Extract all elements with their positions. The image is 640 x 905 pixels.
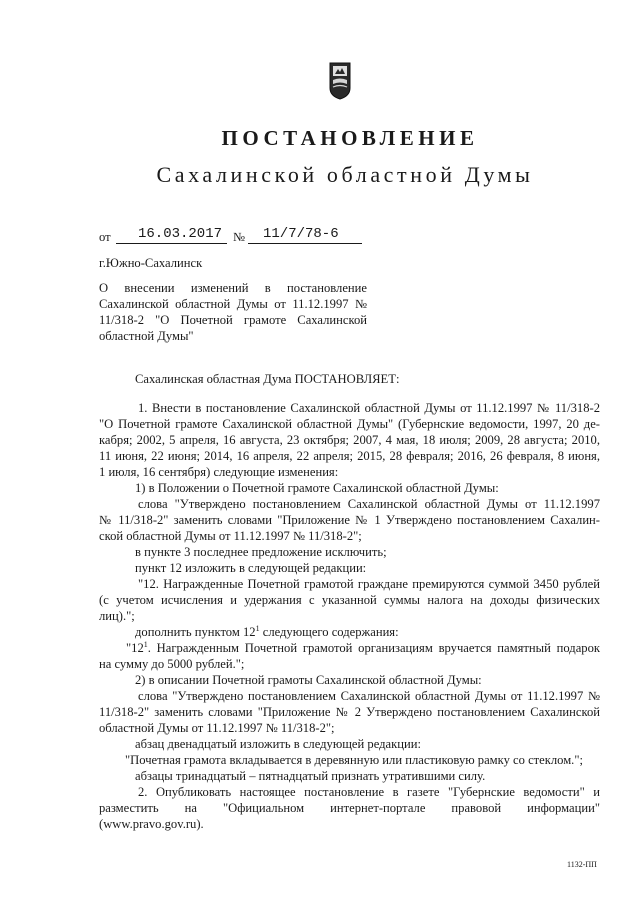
point-12-1-instruction — [135, 624, 399, 640]
quote-line: "12. Награжденные Почетной грамотой граждане премируются суммой 3450 рублей — [138, 577, 600, 591]
paragraph-line: "О Почетной грамоте Сахалинской областной Думы" (Губернские ведомости, 1997, 20 де- — [99, 417, 600, 431]
document-code: 1132-ПП — [567, 860, 597, 869]
document-number: 11/7/78-6 — [263, 226, 339, 242]
quote-line: лиц)."; — [99, 609, 135, 623]
paragraph-line: разместить на "Официальном интернет-портале правовой информации" — [99, 801, 600, 815]
document-subtitle: Сахалинской областной Думы — [156, 162, 534, 187]
paragraph-line: 1 июля, 16 сентября) следующие изменения: — [99, 465, 339, 479]
quote-line: на сумму до 5000 рублей."; — [99, 657, 245, 671]
paragraph-line: 1. Внести в постановление Сахалинской областной Думы от 11.12.1997 № 11/318-2 — [138, 401, 600, 415]
date-underline — [116, 243, 227, 244]
paragraph-line: кабря; 2002, 5 апреля, 16 августа, 23 октября; 2007, 4 мая, 18 июля; 2009, 28 августа; 2010, — [99, 433, 600, 447]
quote-text: . Награжденным Почетной грамотой организациям вручается памятный подарок — [147, 641, 600, 655]
quote-line: "Почетная грамота вкладывается в деревянную или пластиковую рамку со стеклом."; — [125, 753, 583, 767]
paragraph-line: областной Думы от 11.12.1997 № 11/318-2"; — [99, 721, 335, 735]
preamble: Сахалинская областная Дума ПОСТАНОВЛЯЕТ: — [135, 372, 400, 386]
quote-line: (с учетом исчисления и удержания с указанной суммы налога на доходы физических — [99, 593, 600, 607]
subject-line: областной Думы" — [99, 329, 194, 343]
city: г.Южно-Сахалинск — [99, 256, 203, 270]
coat-of-arms-emblem — [329, 60, 351, 100]
number-underline — [248, 243, 362, 244]
section-1-title: 1) в Положении о Почетной грамоте Сахалинской областной Думы: — [135, 481, 499, 495]
subject-line: Сахалинской областной Думы от 11.12.1997 № — [99, 297, 367, 311]
paragraph-line: № 11/318-2" заменить словами "Приложение № 1 Утверждено постановлением Сахалин- — [99, 513, 600, 527]
paragraph-12-instruction: абзац двенадцатый изложить в следующей редакции: — [135, 737, 421, 751]
number-prefix: № — [233, 230, 246, 244]
paragraph-line: (www.pravo.gov.ru). — [99, 817, 204, 831]
quote-opening: "12 — [126, 641, 144, 655]
date-prefix: от — [99, 230, 111, 244]
superscript: 1 — [143, 639, 148, 649]
paragraph-line: 11/318-2" заменить словами "Приложение № 2 Утверждено постановлением Сахалинской — [99, 705, 600, 719]
document-title: ПОСТАНОВЛЕНИЕ — [221, 126, 479, 150]
document-date: 16.03.2017 — [138, 226, 223, 242]
point-3-instruction: в пункте 3 последнее предложение исключить; — [135, 545, 387, 559]
paragraph-line: слова "Утверждено постановлением Сахалинской областной Думы от 11.12.1997 № — [138, 689, 600, 703]
superscript: 1 — [255, 623, 260, 633]
paragraph-line: слова "Утверждено постановлением Сахалинской областной Думы от 11.12.1997 — [138, 497, 600, 511]
subject-line: 11/318-2 "О Почетной грамоте Сахалинской — [99, 313, 367, 327]
point-12-1-text: дополнить пунктом 12 — [135, 625, 256, 639]
paragraph-13-15-instruction: абзацы тринадцатый – пятнадцатый признать утратившими силу. — [135, 769, 486, 783]
section-2-title: 2) в описании Почетной грамоты Сахалинской областной Думы: — [135, 673, 482, 687]
paragraph-line: 11 июня, 22 июня; 2014, 16 апреля, 22 апреля; 2015, 28 февраля; 2016, 26 февраля, 8 июня, — [99, 449, 600, 463]
paragraph-line: 2. Опубликовать настоящее постановление в газете "Губернские ведомости" и — [138, 785, 600, 799]
point-12-1-text-rest: следующего содержания: — [259, 625, 399, 639]
subject-line: О внесении изменений в постановление — [99, 281, 367, 295]
quote-line — [126, 640, 600, 656]
point-12-instruction: пункт 12 изложить в следующей редакции: — [135, 561, 367, 575]
paragraph-line: ской областной Думы от 11.12.1997 № 11/318-2"; — [99, 529, 362, 543]
